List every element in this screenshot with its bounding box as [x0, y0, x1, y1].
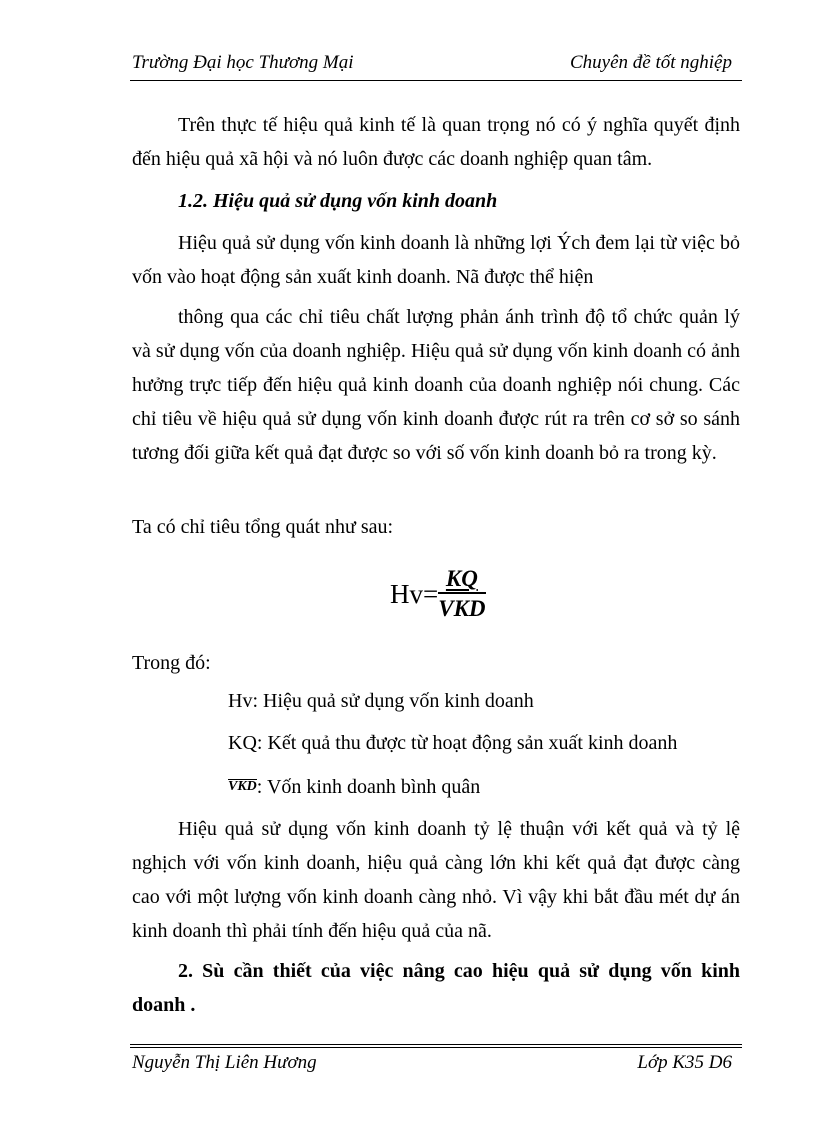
formula-denominator: VKD	[438, 592, 485, 622]
footer-class: Lớp K35 D6	[637, 1052, 732, 1073]
formula-numerator: KQ	[445, 566, 478, 591]
section-heading-1-2: 1.2. Hiệu quả sử dụng vốn kinh doanh	[178, 190, 498, 212]
definition-vkd	[228, 770, 480, 804]
header-document-type: Chuyên đề tốt nghiệp	[570, 52, 732, 73]
paragraph-capital-efficiency-indicators: thông qua các chỉ tiêu chất lượng phản ánh trình độ tổ chức quản lý và sử dụng vốn của doanh nghiệp. Hiệu quả sử dụng vốn kinh doanh có ảnh hưởng trực tiếp đến hiệu quả kinh doanh của doanh nghiệp nói chung. Các chỉ tiêu về hiệu quả sử dụng vốn kinh doanh được rút ra trên cơ sở so sánh tương đối giữa kết quả đạt được so với số vốn kinh doanh bỏ ra trong kỳ.	[132, 306, 740, 464]
paragraph-capital-efficiency-definition: Hiệu quả sử dụng vốn kinh doanh là những lợi Ých đem lại từ việc bỏ vốn vào hoạt động sản xuất kinh doanh. Nã được thể hiện	[132, 232, 740, 288]
paragraph-efficiency-relationship: Hiệu quả sử dụng vốn kinh doanh tỷ lệ thuận với kết quả và tỷ lệ nghịch với vốn kinh doanh, hiệu quả càng lớn khi kết quả đạt được càng cao với một lượng vốn kinh doanh càng nhỏ. Vì vậy khi bắt đầu mét dự án kinh doanh thì phải tính đến hiệu quả của nã.	[132, 818, 740, 942]
footer-divider	[130, 1044, 742, 1045]
definition-vkd-text: : Vốn kinh doanh bình quân	[256, 776, 481, 798]
header-school-name: Trường Đại học Thương Mại	[132, 52, 354, 73]
formula-fraction	[438, 566, 485, 622]
vkd-symbol: VKD	[228, 779, 257, 794]
paragraph-general-indicator: Ta có chỉ tiêu tổng quát như sau:	[132, 516, 394, 538]
definition-kq: KQ: Kết quả thu được từ hoạt động sản xuất kinh doanh	[228, 732, 678, 754]
footer-author: Nguyễn Thị Liên Hương	[132, 1052, 317, 1073]
formula-hv	[390, 566, 486, 622]
section-heading-2: 2. Sù cần thiết của việc nâng cao hiệu quả sử dụng vốn kinh doanh .	[132, 960, 740, 1016]
definition-hv: Hv: Hiệu quả sử dụng vốn kinh doanh	[228, 690, 534, 712]
formula-lhs: Hv=	[390, 579, 439, 609]
paragraph-economic-efficiency: Trên thực tế hiệu quả kinh tế là quan trọng nó có ý nghĩa quyết định đến hiệu quả xã hội và nó luôn được các doanh nghiệp quan tâm.	[132, 114, 740, 170]
header-divider	[130, 80, 742, 81]
paragraph-where: Trong đó:	[132, 652, 211, 674]
footer-divider-second	[130, 1047, 742, 1048]
